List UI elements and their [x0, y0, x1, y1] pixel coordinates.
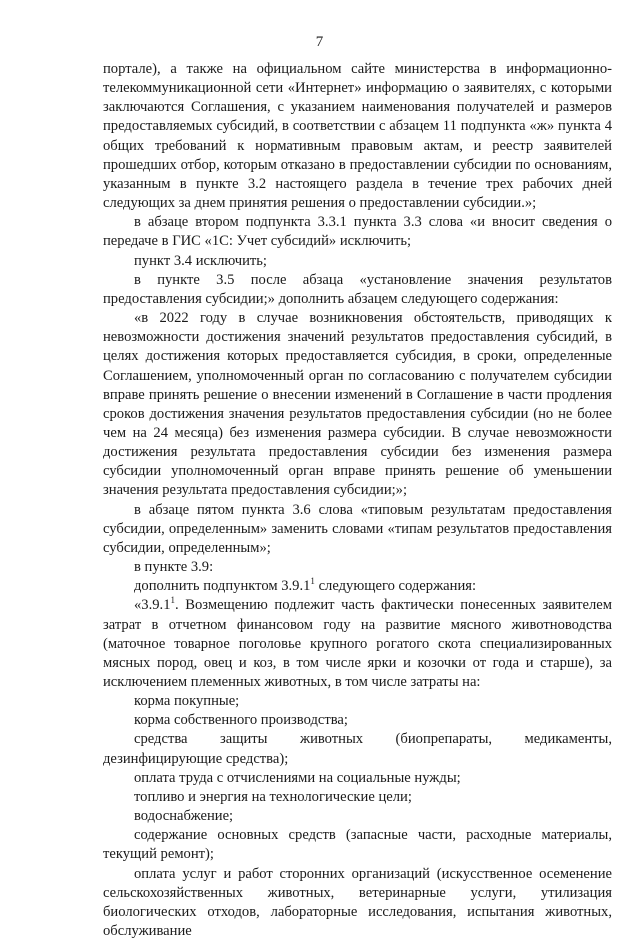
paragraph-text: дополнить подпунктом 3.9.1	[134, 578, 311, 595]
paragraph	[103, 309, 612, 501]
paragraph	[103, 577, 612, 596]
superscript: 1	[170, 595, 175, 606]
paragraph	[103, 730, 612, 768]
paragraph	[103, 826, 612, 864]
paragraph-text-continued: . Возмещению подлежит часть фактически понесенных заявителем затрат в отчетном финансовом году на развитие мясного животноводства (маточное товарное поголовье крупного рогатого скота специализированных мясных пород, овец и коз, в том числе ярки и козочки от года и старше), за исключением племенных животных, в том числе затраты на:	[103, 597, 612, 690]
paragraph-text: «3.9.1	[134, 597, 171, 614]
paragraph	[103, 252, 612, 271]
paragraph-text: в пункте 3.9:	[134, 559, 214, 576]
paragraph-text: корма собственного производства;	[134, 712, 348, 729]
paragraph-text: в абзаце пятом пункта 3.6 слова «типовым результатам предоставления субсидии, определенным» заменить словами «типам результатов предоставления субсидии, определенным»;	[103, 501, 612, 556]
paragraph	[103, 865, 612, 941]
paragraph-text: пункт 3.4 исключить;	[134, 252, 267, 269]
paragraph-text: в пункте 3.5 после абзаца «установление значения результатов предоставления субсидии;» дополнить абзацем следующего содержания:	[103, 271, 612, 307]
paragraph	[103, 501, 612, 558]
page-number: 7	[315, 34, 324, 50]
superscript: 1	[310, 576, 315, 587]
paragraph-text: водоснабжение;	[134, 808, 234, 825]
paragraph	[103, 596, 612, 692]
paragraph-text: оплата услуг и работ сторонних организаций (искусственное осеменение сельскохозяйственных животных, ветеринарные услуги, утилизация биологических отходов, лабораторные исследования, испытания животных, обслуживание	[103, 865, 612, 940]
paragraph-text: средства защиты животных (биопрепараты, медикаменты, дезинфицирующие средства);	[103, 731, 612, 767]
paragraph	[103, 271, 612, 309]
paragraph-text: оплата труда с отчислениями на социальные нужды;	[134, 769, 461, 786]
paragraph	[103, 558, 612, 577]
paragraph	[103, 807, 612, 826]
paragraph	[103, 692, 612, 711]
paragraph-text: в абзаце втором подпункта 3.3.1 пункта 3.3 слова «и вносит сведения о передаче в ГИС «1С: Учет субсидий» исключить;	[103, 214, 612, 250]
paragraph	[103, 711, 612, 730]
paragraph	[103, 769, 612, 788]
paragraph-text: «в 2022 году в случае возникновения обстоятельств, приводящих к невозможности достижения значений результатов предоставления субсидий, в целях достижения которых предоставляется субсидия, в сроки, определенные Соглашением, уполномоченный орган по согласованию с получателем субсидии вправе принять решение о внесении изменений в Соглашение в части продления сроков достижения значения результатов предоставления субсидии (но не более чем на 24 месяца) без изменения размера субсидии. В случае невозможности достижения результата предоставления субсидии без изменения размера субсидии уполномоченный орган вправе принять решение об уменьшении значения результата предоставления субсидии;»;	[103, 310, 612, 499]
paragraph-text-continued: следующего содержания:	[314, 578, 477, 595]
paragraph-text: топливо и энергия на технологические цели;	[134, 788, 412, 805]
paragraph-text: содержание основных средств (запасные части, расходные материалы, текущий ремонт);	[103, 827, 612, 863]
paragraph	[103, 213, 612, 251]
body-text	[103, 60, 612, 941]
paragraph	[103, 788, 612, 807]
paragraph	[103, 60, 612, 213]
paragraph-text: корма покупные;	[134, 693, 240, 710]
paragraph-text: порталe), а также на официальном сайте министерства в информационно-телекоммуникационной сети «Интернет» информацию о заявителях, с которыми заключаются Соглашения, с указанием наименования получателей и размеров предоставляемых субсидий, в соответствии с абзацем 11 подпункта «ж» пункта 4 общих требований к нормативным правовым актам, и реестр заявителей прошедших отбор, которым отказано в предоставлении субсидии по основаниям, указанным в пункте 3.2 настоящего раздела в течение трех рабочих дней следующих за днем принятия решения о предоставлении субсидии.»;	[103, 61, 612, 212]
